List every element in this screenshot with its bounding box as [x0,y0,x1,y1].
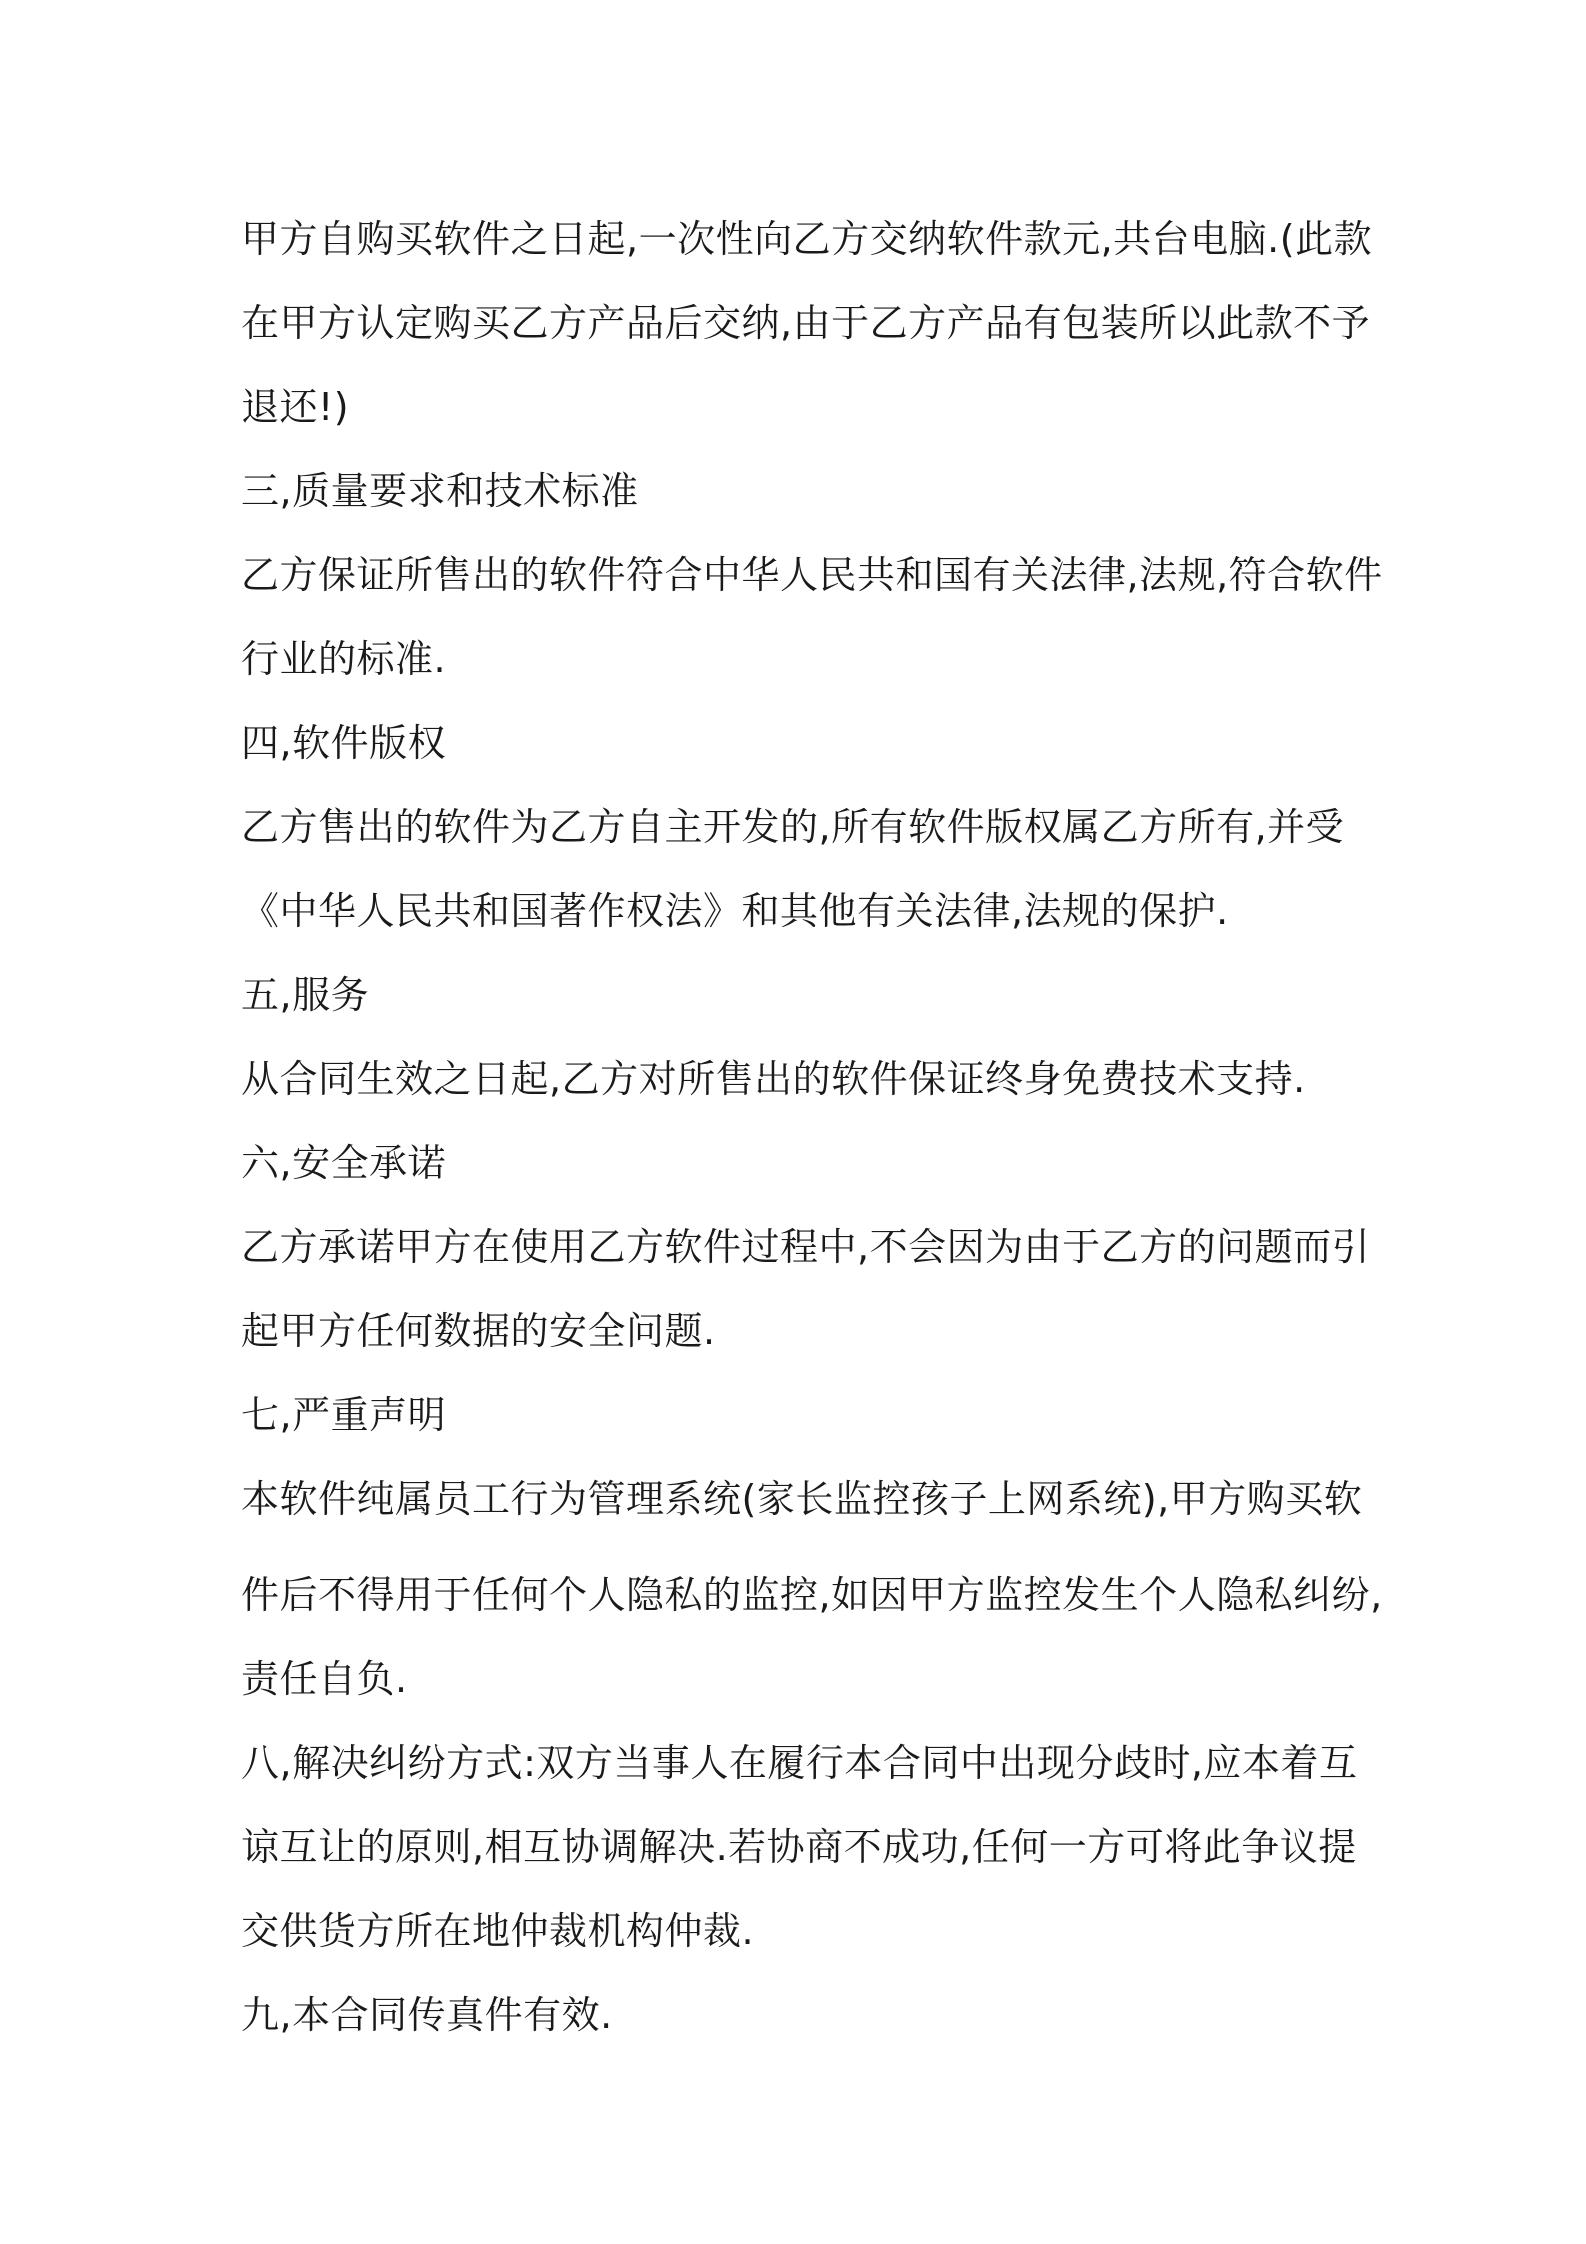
text-line: 乙方保证所售出的软件符合中华人民共和国有关法律,法规,符合软件 [241,553,1383,597]
text-line: 起甲方任何数据的安全问题. [241,1309,716,1353]
text-line: 行业的标准. [241,637,447,681]
section-heading-fax-validity: 九,本合同传真件有效. [241,1993,613,2037]
text-line: 件后不得用于任何个人隐私的监控,如因甲方监控发生个人隐私纠纷, [241,1573,1383,1617]
section-heading-statement: 七,严重声明 [241,1393,447,1437]
section-heading-quality: 三,质量要求和技术标准 [241,469,639,513]
section-heading-service: 五,服务 [241,973,370,1017]
text-line: 乙方售出的软件为乙方自主开发的,所有软件版权属乙方所有,并受 [241,805,1345,849]
text-line: 《中华人民共和国著作权法》和其他有关法律,法规的保护. [241,889,1229,933]
text-line: 退还!) [241,385,350,429]
text-line: 责任自负. [241,1657,408,1701]
section-heading-copyright: 四,软件版权 [241,721,447,765]
text-line: 交供货方所在地仲裁机构仲裁. [241,1909,755,1953]
text-line: 乙方承诺甲方在使用乙方软件过程中,不会因为由于乙方的问题而引 [241,1225,1371,1269]
text-line: 甲方自购买软件之日起,一次性向乙方交纳软件款元,共台电脑.(此款 [241,217,1373,261]
text-line: 从合同生效之日起,乙方对所售出的软件保证终身免费技术支持. [241,1057,1306,1101]
text-line: 本软件纯属员工行为管理系统(家长监控孩子上网系统),甲方购买软 [241,1477,1363,1521]
text-line: 谅互让的原则,相互协调解决.若协商不成功,任何一方可将此争议提 [241,1825,1357,1869]
section-heading-dispute: 八,解决纠纷方式:双方当事人在履行本合同中出现分歧时,应本着互 [241,1741,1358,1785]
text-line: 在甲方认定购买乙方产品后交纳,由于乙方产品有包装所以此款不予 [241,301,1371,345]
contract-page [241,197,1383,2057]
section-heading-security: 六,安全承诺 [241,1141,447,1185]
